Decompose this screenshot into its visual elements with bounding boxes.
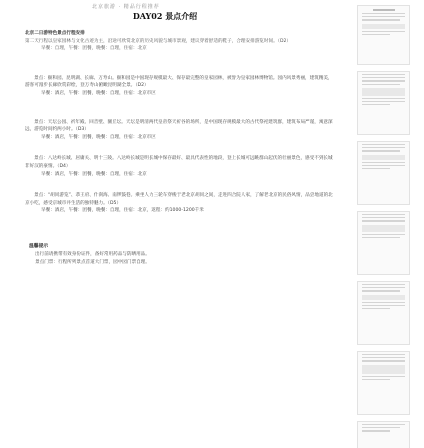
page-thumbnail[interactable] xyxy=(357,5,410,65)
day-meal: 早餐：酒店，午餐：团餐，晚餐：自理，住宿：北京市区 xyxy=(41,134,156,140)
page-thumbnail[interactable] xyxy=(357,211,410,275)
day-body: 景点：颐和园、昆明湖、长廊、万寿山。颐和园是中国现存规模最大、保存最完整的皇家园林，被誉为皇家园林博物馆。园内风景秀丽，建筑精美，游客可漫步长廊欣赏彩绘，登万寿山俯瞰昆明湖全景。（D2） xyxy=(25,75,333,89)
day-meal: 早餐：酒店，午餐：团餐，晚餐：自理，住宿：北京，返程：约1000-1200千米 xyxy=(41,208,204,214)
tips-title: 温馨提示 xyxy=(29,243,49,249)
intro-text: 第二天行程以皇家园林与文化古迹为主，沿途可欣赏北京的历史风貌与城市景观，建议穿着舒适的鞋子，合理安排游览时间。（D2） xyxy=(25,38,292,44)
page-thumbnail[interactable] xyxy=(357,141,410,205)
page-thumbnail[interactable] xyxy=(357,351,410,415)
day-body: 景点：天坛公园、祈年殿、回音壁、圜丘坛。天坛是明清两代皇帝祭天祈谷的场所，是中国现存规模最大的古代祭祀建筑群，建筑布局严谨，寓意深远，游览时间约两小时。（D3） xyxy=(25,119,333,133)
day-section xyxy=(25,155,335,178)
page-thumbnail[interactable] xyxy=(357,421,410,448)
intro-meal: 早餐：自理，午餐：团餐，晚餐：自理，住宿：北京 xyxy=(41,46,147,52)
day-meal: 早餐：酒店，午餐：团餐，晚餐：自理，住宿：北京 xyxy=(41,171,147,177)
day-body: 景点：八达岭长城、居庸关、明十三陵。八达岭长城是明长城中保存最好、最具代表性的地段，登上长城可远眺群山起伏的壮丽景色，感受不到长城非好汉的豪情。（D4） xyxy=(25,156,333,169)
page-title: DAY02 景点介绍 xyxy=(132,11,198,21)
intro-section xyxy=(25,30,335,53)
itinerary-content xyxy=(25,30,335,266)
intro-lead: 北京二日游特色景点行程安排 xyxy=(25,31,85,36)
day-section xyxy=(25,75,335,98)
day-section xyxy=(25,119,335,142)
tips-line: 景点门票：行程所列景点首道大门票，园中园门票自理。 xyxy=(35,259,150,265)
page-header-note: 北京旅游 · 精品行程推荐 xyxy=(92,4,160,10)
day-meal: 早餐：酒店，午餐：团餐，晚餐：自理，住宿：北京市区 xyxy=(41,90,156,96)
page-thumbnail[interactable] xyxy=(357,281,410,345)
tips-section xyxy=(25,243,335,266)
page-thumbnail[interactable] xyxy=(357,71,410,135)
tips-line: 出行前请携带有效身份证件，备好常用药品与防晒用品。 xyxy=(35,251,150,257)
day-body: 景点：“胡同游览”、恭王府、什刹海、南锣鼓巷。乘坐人力三轮车穿梭于老北京胡同之间，走进四合院人家，了解老北京的民俗风情，品尝地道的北京小吃，感受京城市井生活的独特魅力。（D5） xyxy=(25,193,333,206)
day-section xyxy=(25,192,335,215)
